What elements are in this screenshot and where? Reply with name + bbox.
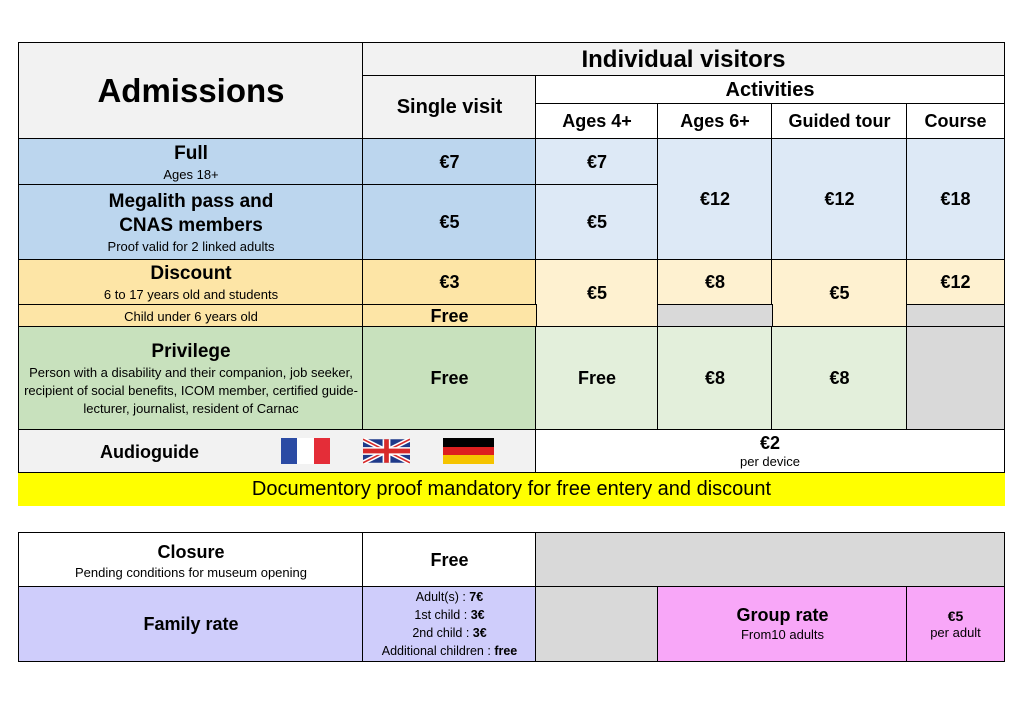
privilege-course-empty	[906, 326, 1005, 431]
group-rate-price: €5 per adult	[906, 586, 1005, 662]
discount-guided-tour-price: €5	[771, 259, 908, 328]
germany-flag-icon	[443, 438, 494, 464]
privilege-ages6-price: €8	[657, 326, 773, 431]
discount-single-price: €3	[362, 259, 537, 306]
audioguide-label: Audioguide	[100, 442, 199, 462]
activities-header: Activities	[535, 75, 1005, 105]
group-rate-label-cell: Group rate From10 adults	[657, 586, 908, 662]
megalith-single-price: €5	[362, 184, 537, 261]
closure-empty	[535, 532, 1005, 588]
privilege-ages4-price: Free	[535, 326, 659, 431]
discount-course-price: €12	[906, 259, 1005, 306]
family-line-adults: Adult(s) : 7€	[415, 590, 484, 604]
closure-label-cell: Closure Pending conditions for museum opening	[18, 532, 364, 588]
privilege-guided-tour-price: €8	[771, 326, 908, 431]
ages-4-header: Ages 4+	[535, 103, 659, 140]
page-title: Admissions	[97, 72, 285, 109]
single-visit-header: Single visit	[362, 75, 537, 140]
discount-ages6-price: €8	[657, 259, 773, 306]
admissions-title-cell	[18, 42, 364, 140]
child-single-price: Free	[362, 304, 537, 328]
family-line-additional-children: Additional children : free	[381, 644, 518, 658]
family-rate-label-cell: Family rate	[18, 586, 364, 662]
adult-guided-tour-price: €12	[771, 138, 908, 261]
discount-ages4-price: €5	[535, 259, 659, 328]
family-line-second-child: 2nd child : 3€	[412, 626, 487, 640]
individual-visitors-header: Individual visitors	[362, 42, 1005, 77]
mandatory-proof-banner: Documentory proof mandatory for free entery and discount	[18, 473, 1005, 506]
full-ages4-price: €7	[535, 138, 659, 186]
child-label-cell: Child under 6 years old	[18, 304, 364, 328]
family-empty	[535, 586, 659, 662]
discount-label-cell: Discount 6 to 17 years old and students	[18, 259, 364, 306]
full-label-cell: Full Ages 18+	[18, 138, 364, 186]
ages-6-header: Ages 6+	[657, 103, 773, 140]
megalith-label-cell: Megalith pass and CNAS members Proof valid for 2 linked adults	[18, 184, 364, 261]
france-flag-icon	[281, 438, 330, 464]
child-course-empty	[906, 304, 1005, 328]
course-header: Course	[906, 103, 1005, 140]
adult-ages6-price: €12	[657, 138, 773, 261]
child-ages6-empty	[657, 304, 773, 328]
uk-flag-icon	[363, 438, 410, 464]
privilege-single-price: Free	[362, 326, 537, 431]
guided-tour-header: Guided tour	[771, 103, 908, 140]
adult-course-price: €18	[906, 138, 1005, 261]
audioguide-price-cell: €2 per device	[535, 429, 1005, 473]
family-line-first-child: 1st child : 3€	[414, 608, 485, 622]
full-single-price: €7	[362, 138, 537, 186]
privilege-label-cell: Privilege Person with a disability and their companion, job seeker, recipient of social benefits, ICOM member, certified guide-lecturer, journalist, resident of Carnac	[18, 326, 364, 431]
megalith-ages4-price: €5	[535, 184, 659, 261]
family-rate-details	[362, 586, 537, 662]
closure-price: Free	[362, 532, 537, 588]
